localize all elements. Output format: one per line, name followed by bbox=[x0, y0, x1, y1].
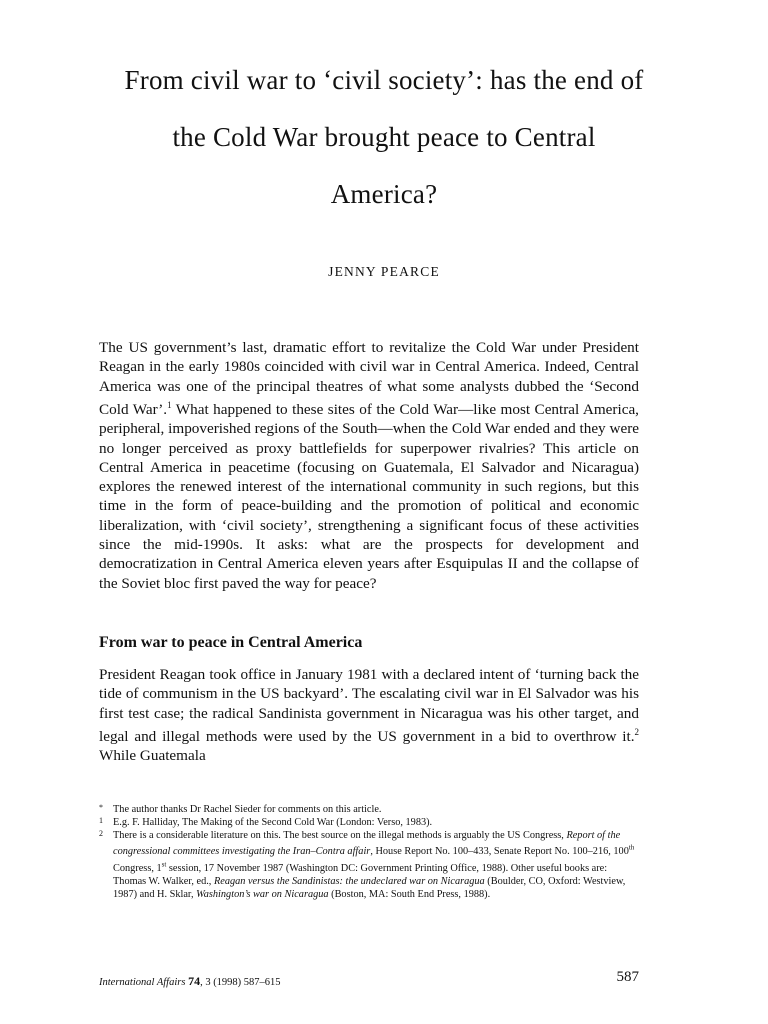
fn2-text-5: (Boulder, CO, Oxford: Westview, 1987) and H. Sklar, bbox=[113, 875, 626, 900]
footnote-ref-2[interactable]: 2 bbox=[634, 726, 639, 737]
fn2-text-1: There is a considerable literature on this. The best source on the illegal methods is arguably the US Congress, bbox=[113, 830, 567, 841]
author-name: JENNY PEARCE bbox=[328, 264, 440, 279]
title-line-1: From civil war to ‘civil society’: has the end of bbox=[124, 65, 644, 95]
footnote-ref-1[interactable]: 1 bbox=[167, 399, 172, 410]
title-line-2: the Cold War brought peace to Central bbox=[172, 122, 596, 152]
fn2-report-title: Report of the congressional committees investigating the Iran–Contra affair bbox=[113, 830, 621, 858]
fn2-text-3: Congress, 1 bbox=[113, 862, 162, 874]
footnote-1 bbox=[99, 816, 639, 829]
footnotes bbox=[99, 803, 639, 901]
abstract-text-part-1: The US government’s last, dramatic effort to revitalize the Cold War under President Reagan in the early 1980s coincided with civil war in Central America. Indeed, Central America was one of the principal theatres of what some analysts dubbed the ‘Second Cold War’. bbox=[99, 339, 639, 418]
page-number: 587 bbox=[616, 969, 639, 985]
body-paragraph bbox=[99, 665, 639, 766]
footnote-text: E.g. F. Halliday, The Making of the Second Cold War (London: Verso, 1983). bbox=[113, 817, 433, 828]
body-text-part-2: While Guatemala bbox=[99, 747, 206, 765]
footnote-text bbox=[113, 830, 634, 900]
fn2-text-4: session, 17 November 1987 (Washington DC: Government Printing Office, 1988). Other useful books are: Thomas W. Walker, ed., bbox=[113, 862, 608, 887]
footnote-star bbox=[99, 803, 639, 816]
journal-issue: , 3 (1998) 587–615 bbox=[200, 977, 281, 988]
article-title bbox=[60, 52, 708, 223]
fn2-text-2: , House Report No. 100–433, Senate Report No. 100–216, 100 bbox=[370, 846, 629, 858]
body-text-part-1: President Reagan took office in January 1981 with a declared intent of ‘turning back the tide of communism in the US backyard’. The escalating civil war in El Salvador was his first test case; the radical Sandinista government in Nicaragua was his other target, and legal and illegal methods were used by the US government in a bid to overthrow it. bbox=[99, 666, 639, 745]
fn2-ordinal-st: st bbox=[161, 860, 167, 869]
footnote-mark: 2 bbox=[99, 829, 103, 838]
fn2-ordinal-th: th bbox=[628, 844, 635, 852]
fn2-book-title-2: Washington’s war on Nicaragua bbox=[196, 888, 329, 900]
footnote-text: The author thanks Dr Rachel Sieder for comments on this article. bbox=[113, 804, 382, 815]
footnote-2 bbox=[99, 829, 639, 901]
fn2-book-title-1: Reagan versus the Sandinistas: the undeclared war on Nicaragua bbox=[213, 875, 485, 887]
journal-volume: 74 bbox=[188, 974, 201, 988]
abstract-text-part-2: What happened to these sites of the Cold War—like most Central America, peripheral, impoverished regions of the South—when the Cold War ended and they were no longer perceived as proxy battlefields for superpower rivalries? This article on Central America in peacetime (focusing on Guatemala, El Salvador and Nicaragua) explores the renewed interest of the international community in such regions, but this time in the form of peace-building and the promotion of political and economic liberalization, with ‘civil society’, strengthening a significant focus of these activities since the mid-1990s. It asks: what are the prospects for development and democratization in Central America eleven years after Esquipulas II and the collapse of the Soviet bloc first paved the way for peace? bbox=[99, 400, 639, 592]
journal-name: International Affairs bbox=[99, 977, 186, 988]
footnote-mark: 1 bbox=[99, 816, 103, 825]
fn2-text-6: (Boston, MA: South End Press, 1988). bbox=[328, 888, 491, 900]
section-body bbox=[99, 665, 639, 766]
abstract bbox=[99, 338, 639, 593]
section-heading: From war to peace in Central America bbox=[99, 634, 363, 651]
abstract-paragraph bbox=[99, 338, 639, 593]
title-line-3: America? bbox=[330, 179, 438, 209]
footnote-mark: * bbox=[99, 803, 103, 812]
page-footer bbox=[99, 969, 639, 989]
